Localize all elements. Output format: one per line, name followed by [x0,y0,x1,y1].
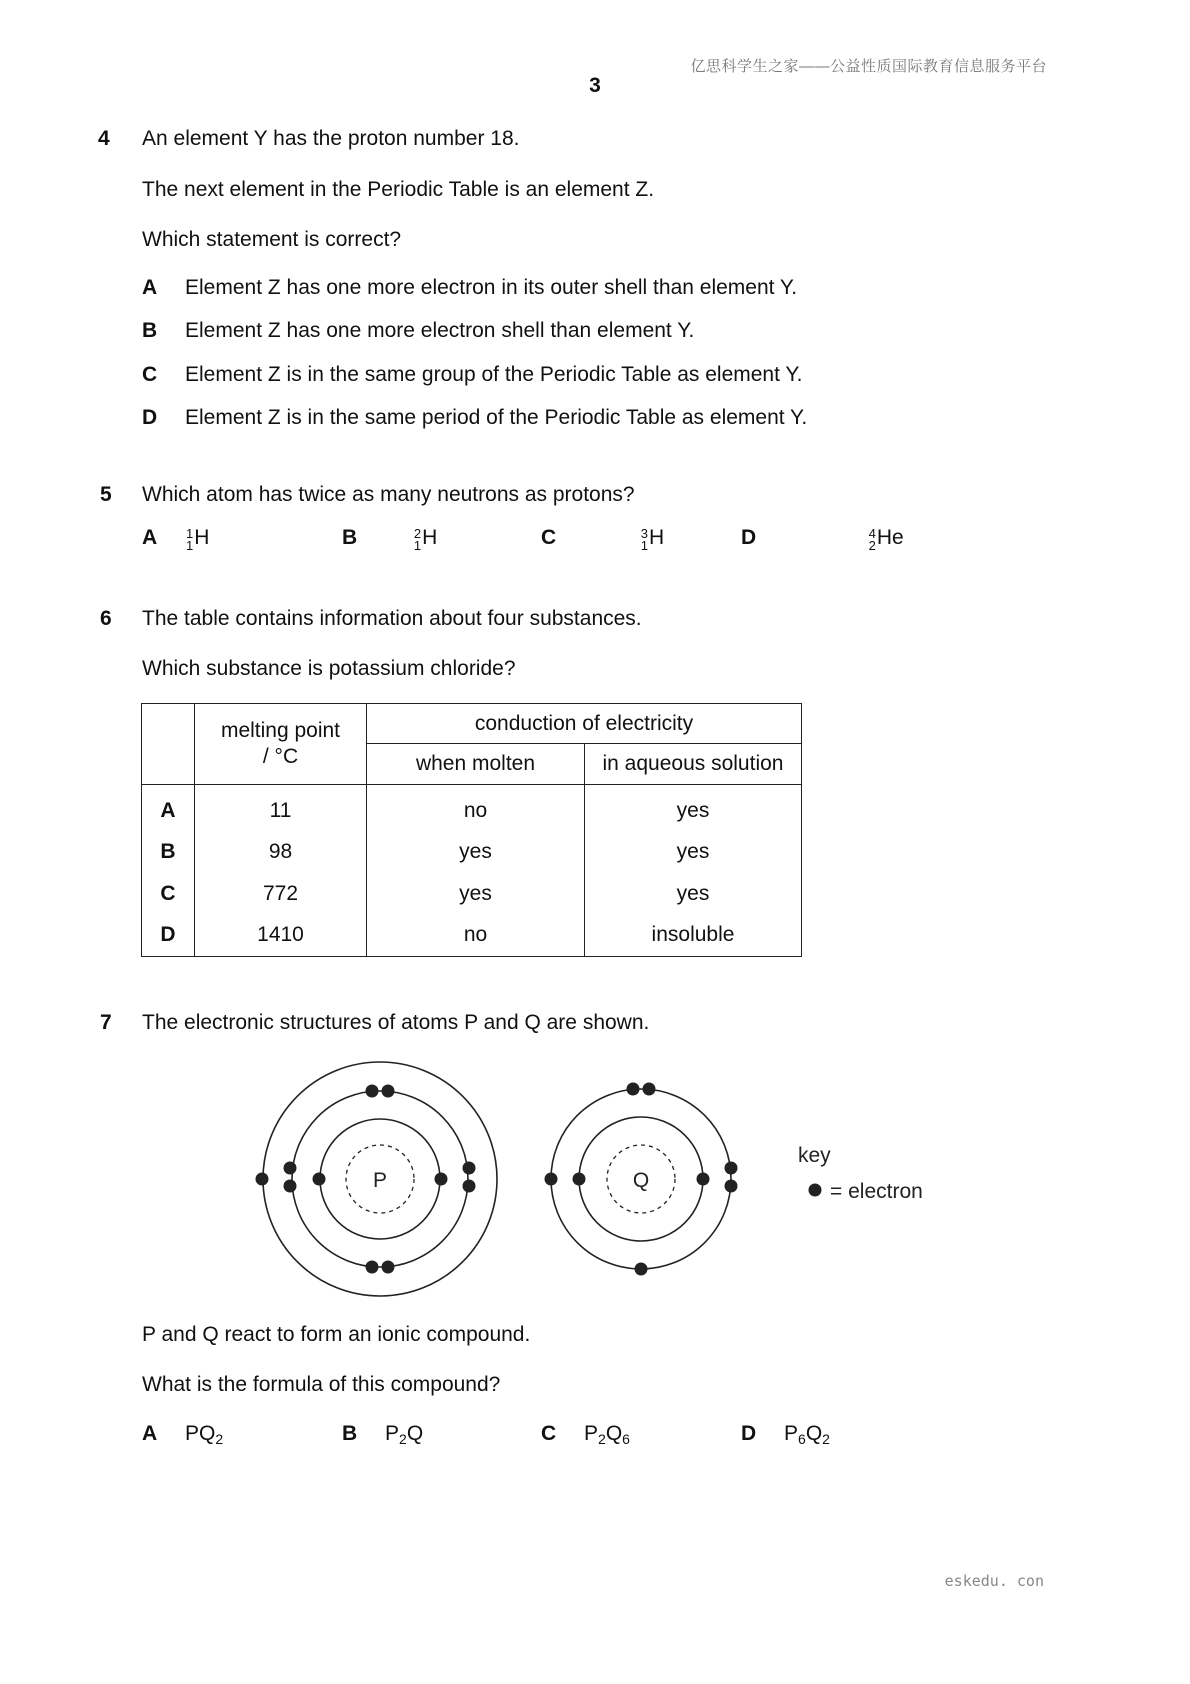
option-text: Element Z is in the same period of the Periodic Table as element Y. [185,406,808,429]
formula: $P_2Q$ [385,1422,424,1447]
element-symbol: H [422,526,438,549]
page-number: 3 [589,74,601,97]
atomic-number: 1 [640,538,648,553]
table-row: D 1410 no insoluble [142,915,802,957]
atomic-number: 1 [413,538,422,553]
option-letter: B [342,1422,358,1445]
option-letter: B [342,526,358,549]
question-text: The electronic structures of atoms P and Q are shown. [142,1011,650,1034]
watermark: 亿思科学生之家——公益性质国际教育信息服务平台 [690,58,1047,75]
option-letter: B [142,319,158,342]
footer-site: eskedu. con [944,1572,1044,1590]
option-letter: A [142,276,158,299]
question-number: 6 [100,607,112,630]
table-row: B 98 yes yes [142,831,802,873]
option-text: Element Z has one more electron shell than element Y. [185,319,695,342]
option-text: Element Z is in the same group of the Periodic Table as element Y. [185,363,803,386]
electron-dot-icon [809,1184,822,1197]
formula: $PQ_2$ [185,1422,224,1447]
option-letter: C [142,363,158,386]
table-corner-cell [142,704,195,785]
element-symbol: He [876,526,904,549]
mass-number: 3 [640,526,648,541]
mass-number: 1 [186,526,194,541]
substances-table [141,703,802,957]
option-letter: C [541,526,557,549]
formula: $P_2Q_6$ [584,1422,630,1447]
option-text: Element Z has one more electron in its outer shell than element Y. [185,276,798,299]
nuclide-symbol [414,526,437,552]
option-letter: A [142,526,158,549]
question-number: 5 [100,483,112,506]
question-text: Which substance is potassium chloride? [142,657,516,680]
key-title: key [798,1144,831,1167]
when-molten-header: when molten [367,744,585,785]
option-letter: D [741,526,757,549]
formula: $P_6Q_2$ [784,1422,830,1447]
nuclide-symbol [869,526,904,552]
atomic-number: 1 [186,538,194,553]
element-symbol: H [648,526,665,549]
question-number: 4 [98,127,110,150]
question-number: 7 [100,1011,112,1034]
mass-number: 4 [868,526,876,541]
melting-point-header: melting point / °C [195,704,367,785]
question-text: Which atom has twice as many neutrons as protons? [142,483,635,506]
nuclide-symbol [186,526,209,552]
option-letter: D [741,1422,757,1445]
option-letter: C [541,1422,557,1445]
table-row: C 772 yes yes [142,873,802,915]
atomic-number: 2 [868,538,876,553]
option-letter: D [142,406,158,429]
mass-number: 2 [413,526,422,541]
atom-p-label: P [372,1169,388,1192]
conduction-header: conduction of electricity [367,704,802,744]
question-text: What is the formula of this compound? [142,1373,501,1396]
aqueous-solution-header: in aqueous solution [585,744,802,785]
table-row: A 11 no yes [142,785,802,831]
electron-shell-diagram [240,1055,970,1305]
question-text: Which statement is correct? [142,228,402,251]
nuclide-symbol [641,526,664,552]
atom-p-electrons [256,1085,476,1274]
option-letter: A [142,1422,158,1445]
question-text: The next element in the Periodic Table is an element Z. [142,178,655,201]
question-text: An element Y has the proton number 18. [142,127,520,150]
question-text: The table contains information about four substances. [142,607,642,630]
atom-q-label: Q [632,1169,650,1192]
question-text: P and Q react to form an ionic compound. [142,1323,531,1346]
element-symbol: H [194,526,210,549]
key-text: = electron [830,1180,923,1203]
